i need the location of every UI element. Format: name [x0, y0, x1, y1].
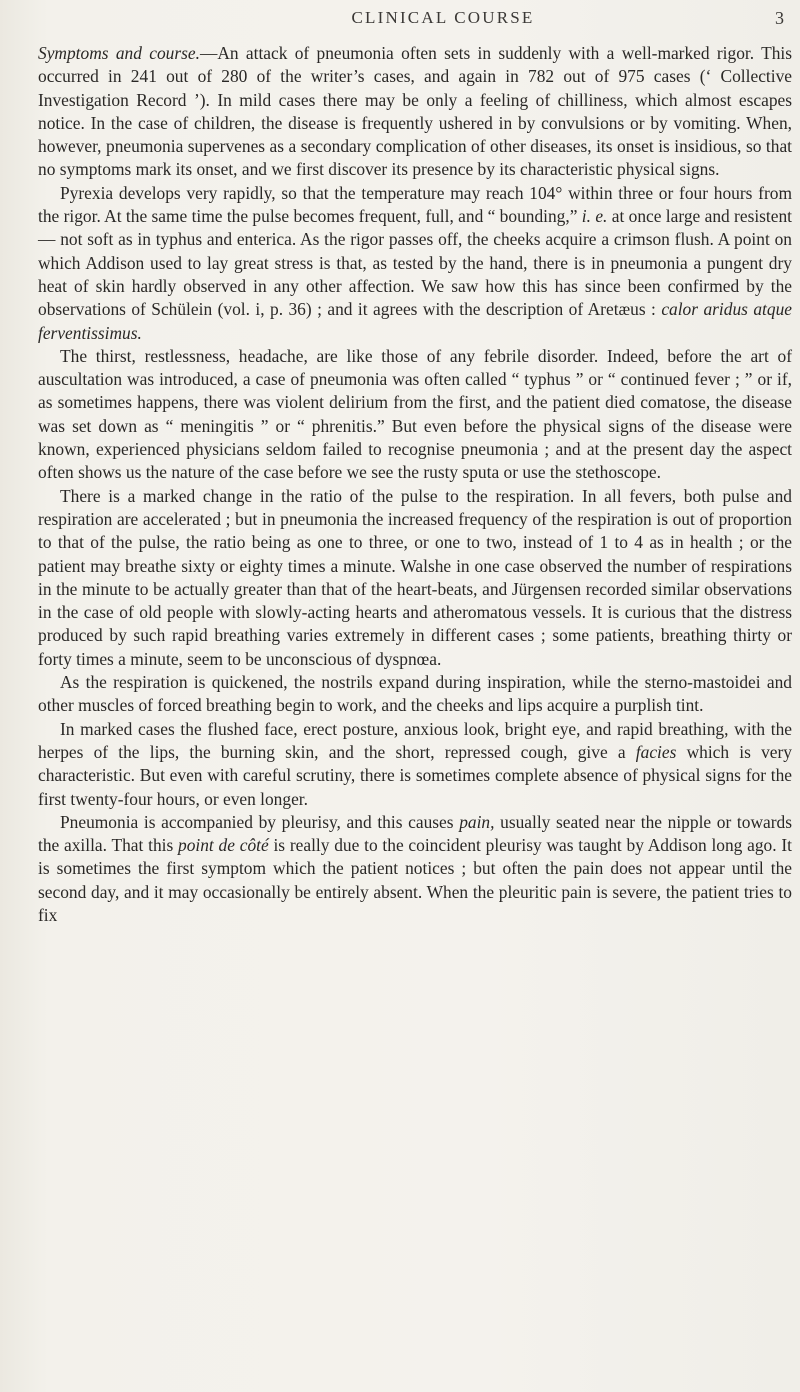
body-text — [38, 42, 792, 927]
paragraph-text: In marked cases the flushed face, erect posture, anxious look, bright eye, and rapid breathing, with the herpes of the lips, the burning skin, and the short, repressed cough, give a — [38, 718, 792, 762]
paragraph-facies — [38, 718, 792, 811]
paragraph-text: There is a marked change in the ratio of the pulse to the respiration. In all fevers, both pulse and respiration are accelerated ; but in pneumonia the increased frequency of the respiration is out of proportion to that of the pulse, the ratio being as one to three, or one to two, instead of 1 to 4 as in health ; or the patient may breathe sixty or eighty times a minute. Walshe in one case observed the number of respirations in the minute to be actually greater than that of the heart-beats, and Jürgensen recorded similar observations in the case of old people with slowly-acting hearts and atheromatous vessels. It is curious that the distress produced by such rapid breathing varies extremely in different cases ; some patients, breathing thirty or forty times a minute, seem to be unconscious of dyspnœa. — [38, 485, 792, 669]
paragraph-text: is really due to the coincident pleurisy was taught by Addison long ago. It is sometimes the first symptom which the patient notices ; but often the pain does not appear until the second day, and it may occasionally be entirely absent. When the pleuritic pain is severe, the patient tries to fix — [38, 835, 792, 925]
paragraph-text: The thirst, restlessness, headache, are like those of any febrile disorder. Indeed, before the art of auscultation was introduced, a case of pneumonia was often called “ typhus ” or “ continued fever ; ” or if, as sometimes happens, there was violent delirium from the first, and the patient died comatose, the disease was set down as “ meningitis ” or “ phrenitis.” But even before the physical signs of the disease were known, experienced physicians seldom failed to recognise pneumonia ; and at the present day the aspect often shows us the nature of the case before we see the rusty sputa or use the stethoscope. — [38, 345, 792, 483]
italic-term: point de côté — [178, 835, 269, 856]
running-head — [94, 8, 792, 34]
paragraph-nostrils — [38, 671, 792, 718]
paragraph-text: at once large and resistent— not soft as in typhus and enterica. As the rigor passes off, the cheeks acquire a crimson flush. A point on which Addison used to lay great stress is that, as tested by the hand, there is in pneumonia a pungent dry heat of skin hardly observed in any other affection. We saw how this has since been confirmed by the observations of Schülein (vol. i, p. 36) ; and it agrees with the description of Aretæus : — [38, 206, 793, 320]
italic-term: i. e. — [581, 206, 608, 227]
page-number: 3 — [775, 8, 784, 28]
paragraph-symptoms-and-course — [38, 42, 792, 182]
paragraph-pleurisy-pain — [38, 811, 792, 927]
running-title: CLINICAL COURSE — [351, 8, 535, 27]
section-heading: Symptoms and course. — [38, 43, 200, 63]
paragraph-pulse-respiration — [38, 485, 792, 671]
paragraph-text: As the respiration is quickened, the nostrils expand during inspiration, while the sterno-mastoidei and other muscles of forced breathing begin to work, and the cheeks and lips acquire a purplish tint. — [38, 672, 792, 716]
paragraph-text: usually seated near the nipple or towards the axilla. That this — [38, 811, 792, 856]
paragraph-text: Pneumonia is accompanied by pleurisy, and this causes — [60, 811, 460, 832]
paragraph-text: Pyrexia develops very rapidly, so that the temperature may reach 104° within three or four hours from the rigor. At the same time the pulse becomes frequent, full, and “ bounding,” — [38, 182, 792, 227]
paragraph-text: —An attack of pneumonia often sets in suddenly with a well-marked rigor. This occurred in 241 out of 280 of the writer’s cases, and again in 782 out of 975 cases (‘ Collective Investigation Record ’). In mild cases there may be only a feeling of chilliness, which almost escapes notice. In the case of children, the disease is frequently ushered in by convulsions or by vomiting. When, however, pneumonia supervenes as a secondary complication of other diseases, its onset is insidious, so that no symptoms mark its onset, and we first discover its presence by its characteristic physical signs. — [38, 43, 792, 180]
paragraph-pyrexia — [38, 182, 792, 345]
paragraph-thirst — [38, 345, 792, 485]
paragraph-text: which is very characteristic. But even with careful scrutiny, there is sometimes complete absence of physical signs for the first twenty-four hours, or even longer. — [38, 741, 792, 809]
italic-term: pain, — [459, 811, 495, 832]
italic-term: facies — [635, 741, 677, 762]
latin-quotation: calor aridus atque ferventissimus. — [38, 299, 792, 343]
